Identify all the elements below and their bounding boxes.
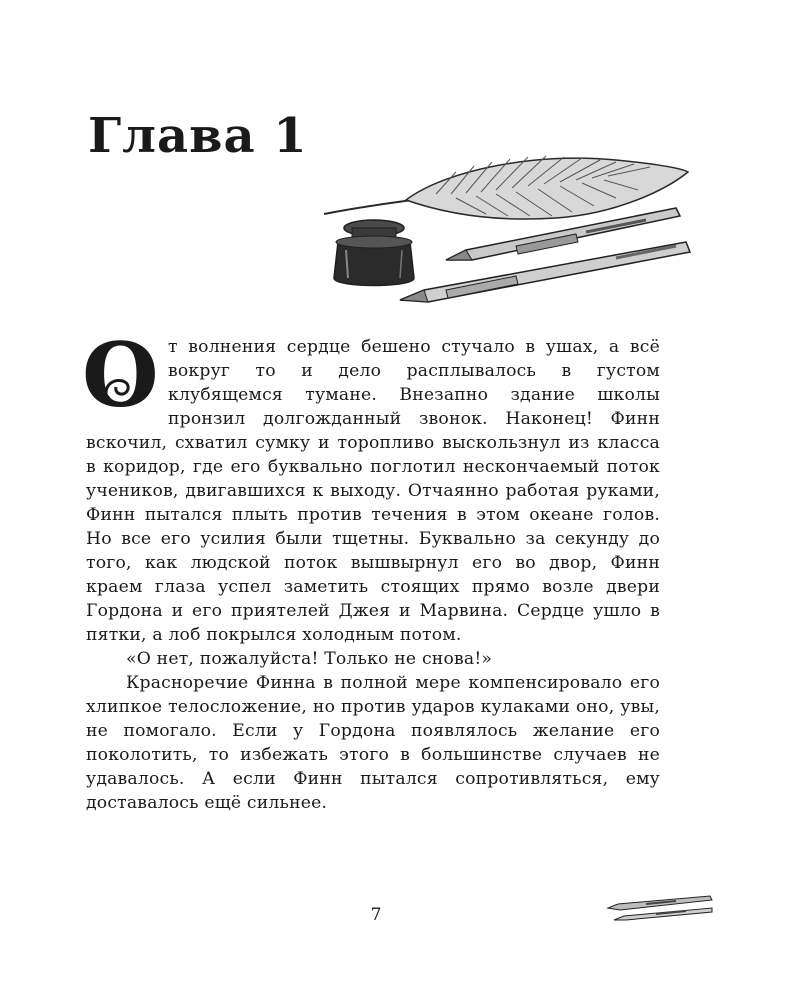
paragraph-1: [82, 323, 660, 647]
pens-icon: [606, 892, 714, 922]
inkwell: [334, 220, 414, 286]
drop-cap: [82, 323, 160, 427]
drop-cap-letter: О: [82, 323, 159, 427]
chapter-title: Глава 1: [88, 108, 308, 164]
page-number: 7: [370, 905, 382, 925]
paragraph-3: Красноречие Финна в полной мере компенсировало его хлипкое телосложение, но против ударов кулаками оно, увы, не помогало. Если у Гордона появлялось желание его поколотить, то избежать этого в большинстве случаев не удавалось. А если Финн пытался сопротивляться, ему доставалось ещё сильнее.: [86, 673, 660, 813]
quill-inkwell-pens-illustration: [316, 150, 716, 320]
quill-feather: [324, 156, 688, 219]
dip-pen-2: [400, 242, 690, 302]
paragraph-1-text: т волнения сердце бешено стучало в ушах, а всё вокруг то и дело расплывалось в густом клубящемся тумане. Внезапно здание школы пронзил долгожданный звонок. Наконец! Финн вскочил, схватил сумку и торопливо выскользнул из класса в коридор, где его буквально поглотил нескончаемый поток учеников, двигавшихся к выходу. Отчаянно работая руками, Финн пытался плыть против течения в этом океане голов. Но все его усилия были тщетны. Буквально за секунду до того, как людской поток вышвырнул его во двор, Финн краем глаза успел заметить стоящих прямо возле двери Гордона и его приятелей Джея и Марвина. Сердце ушло в пятки, а лоб покрылся холодным потом.: [86, 337, 660, 645]
paragraph-2: «О нет, пожалуйста! Только не снова!»: [126, 649, 493, 669]
chapter-body: [82, 323, 660, 815]
drop-cap-ornament-icon: [98, 363, 138, 403]
